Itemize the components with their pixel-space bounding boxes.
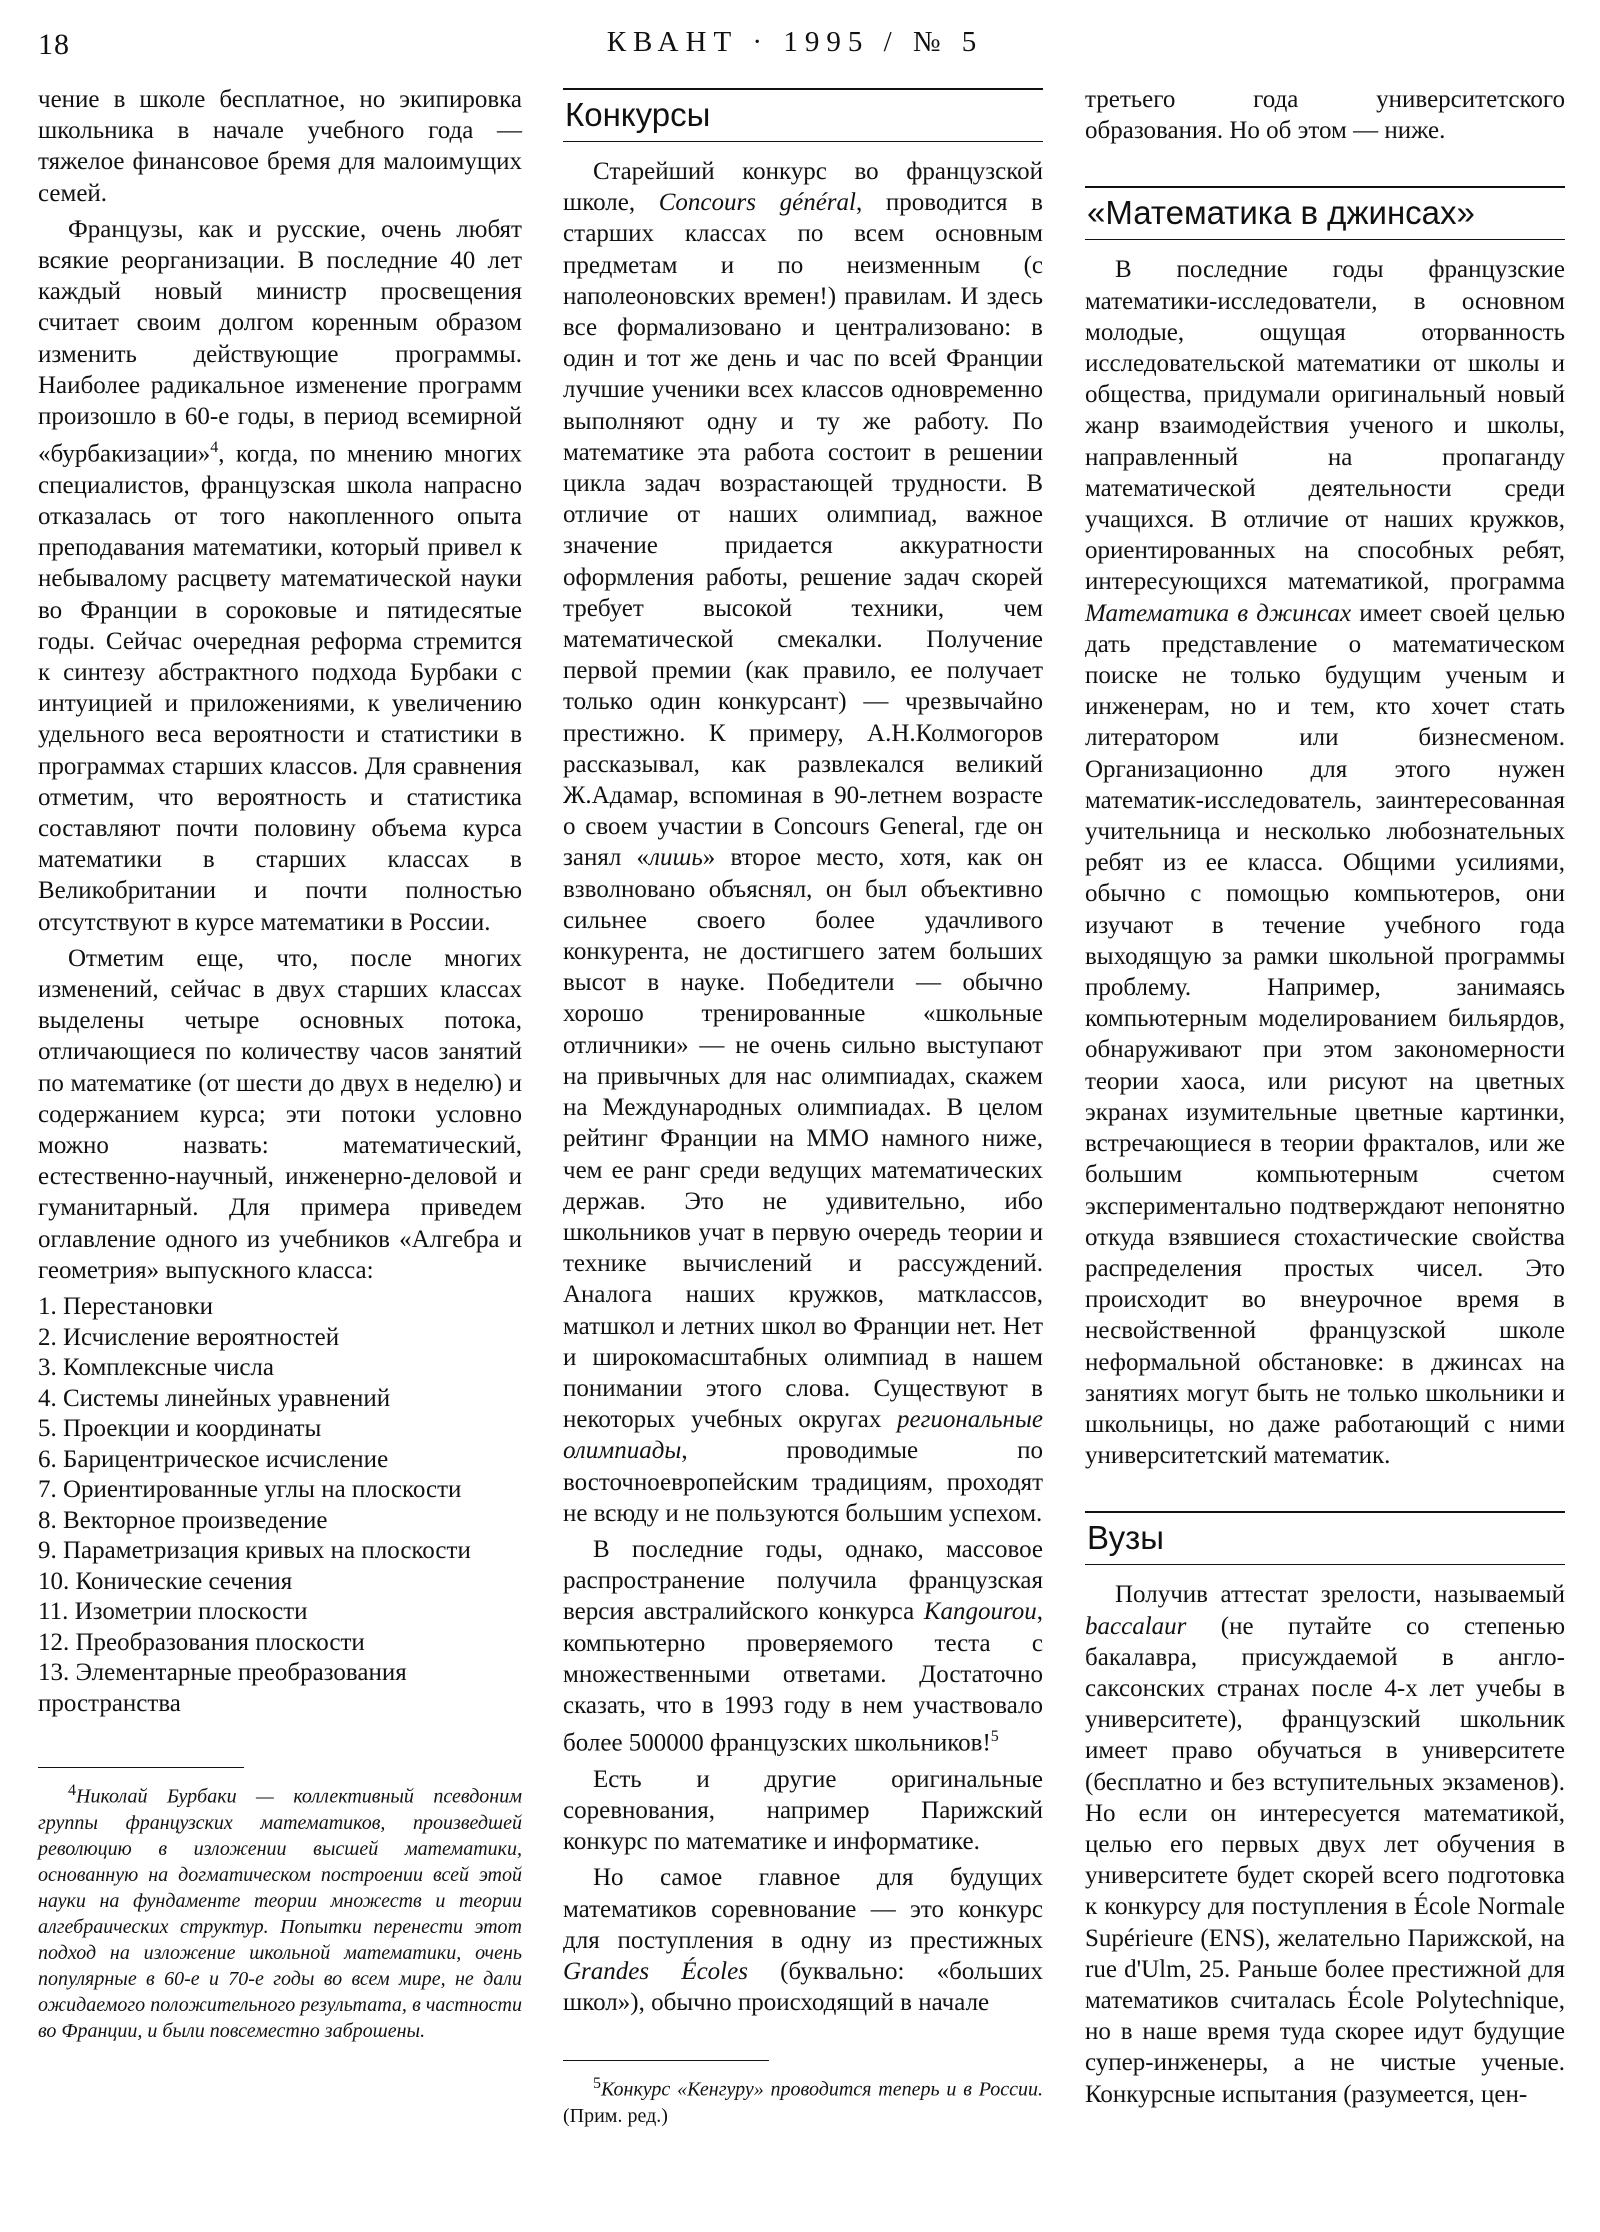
page-number: 18 xyxy=(38,28,70,61)
paragraph: Есть и другие оригинальные соревнования, например Парижский конкурс по математике и информатике. xyxy=(563,1765,1043,1856)
paragraph xyxy=(563,1534,1043,1759)
section-heading-contests: Конкурсы xyxy=(563,88,1043,142)
paragraph: чение в школе бесплатное, но экипировка школьника в начале учебного года — тяжелое финансовое бремя для малоимущих семей. xyxy=(38,86,522,207)
contents-item: 4. Системы линейных уравнений xyxy=(38,1384,391,1412)
paragraph xyxy=(1085,1579,1565,2109)
footnote-ref[interactable]: 4 xyxy=(210,439,219,457)
contents-item: 12. Преобразования плоскости xyxy=(38,1628,365,1656)
contents-item: 9. Параметризация кривых на плоскости xyxy=(38,1537,471,1565)
text-run: (буквально: «больших школ»), обычно происходящий в начале xyxy=(563,1957,1043,2017)
footnote-divider xyxy=(563,2060,769,2061)
contents-item: 3. Комплексные числа xyxy=(38,1354,274,1382)
paragraph: Отметим еще, что, после многих изменений, сейчас в двух старших классах выделены четыре основных потока, отличающиеся по количеству часов занятий по математике (от шести до двух в неделю) и содержанием курса; эти потоки условно можно назвать: математический, естественно-научный, инженерно-деловой и гуманитарный. Для примера приведем оглавление одного из учебников «Алгебра и геометрия» выпускного класса: xyxy=(38,944,522,1284)
footnote xyxy=(563,2071,1043,2129)
emphasis: Concours général xyxy=(658,189,856,217)
footnote-mark: 5 xyxy=(593,2075,601,2093)
footnote-ref[interactable]: 5 xyxy=(990,1728,999,1746)
contents-item: 1. Перестановки xyxy=(38,1293,213,1321)
footnote-divider xyxy=(38,1767,244,1768)
text-run: Но самое главное для будущих математиков соревнование — это конкурс для поступления в одну из престижных xyxy=(563,1864,1043,1954)
paragraph: третьего года университетского образования. Но об этом — ниже. xyxy=(1085,86,1565,145)
text-run: В последние годы, однако, массовое распространение получила французская версия австралийского конкурса xyxy=(563,1535,1043,1626)
emphasis: региональные олимпиады xyxy=(563,1406,1043,1465)
text-run: , проводимые по восточноевропейским традициям, проходят не всюду и не пользуются большим успехом. xyxy=(563,1437,1043,1527)
contents-item: 10. Конические сечения xyxy=(38,1567,293,1595)
column-left xyxy=(38,84,522,2044)
paragraph xyxy=(563,156,1043,1529)
column-right xyxy=(1085,84,1565,2110)
paragraph xyxy=(1085,254,1565,1471)
contents-item: 11. Изометрии плоскости xyxy=(38,1598,308,1626)
emphasis: baccalaur xyxy=(1085,1612,1187,1640)
column-middle xyxy=(563,88,1043,2129)
text-run: » второе место, хотя, как он взволновано объяснял, он был объективно сильнее своего более удачливого конкурента, не достигшего затем больших высот в науке. Победители — обычно хорошо тренированные «школьные отличники» — не очень сильно выступают на привычных для нас олимпиадах, скажем на Международных олимпиадах. В целом рейтинг Франции на ММО намного ниже, чем ее ранг среди ведущих математических держав. Это не удивительно, ибо школьников учат в первую очередь теории и технике вычислений и рассуждений. Аналога наших кружков, матклассов, матшкол и летних школ во Франции нет. Нет и широкомасштабных олимпиад в нашем понимании этого слова. Существуют в некоторых учебных округах xyxy=(563,844,1043,1434)
footnote xyxy=(38,1778,522,2044)
text-run: (не путайте со степенью бакалавра, присуждаемой в англо-саксонских странах после 4-х лет учебы в университете), французский школьник имеет право обучаться в университете (бесплатно и без вступительных экзаменов). Но если он интересуется математикой, целью его первых двух лет обучения в университете будет скорей всего подготовка к конкурсу для поступления в École Normale Supérieure (ENS), желательно Парижской, на rue d'Ulm, 25. Раньше более престижной для математиков считалась École Polytechnique, но в наше время туда скорее идут будущие супер-инженеры, а не чистые ученые. Конкурсные испытания (разумеется, цен- xyxy=(1085,1612,1565,2108)
footnote-mark: 4 xyxy=(68,1782,76,1800)
text-run: Французы, как и русские, очень любят всякие реорганизации. В последние 40 лет каждый новый министр просвещения считает своим долгом коренным образом изменить действующие программы. Наиболее радикальное изменение программ произошло в 60-е годы, в период всемирной «бурбакизации» xyxy=(38,215,522,468)
text-run: , проводится в старших классах по всем основным предметам и по неизменным (с наполеоновских времен!) правилам. И здесь все формализовано и централизовано: в один и тот же день и час по всей Франции лучшие ученики всех классов одновременно выполняют одну и ту же работу. По математике эта работа состоит в решении цикла задач возрастающей трудности. В отличие от наших олимпиад, важное значение придается аккуратности оформления работы, решение задач скорей требует высокой техники, чем математической смекалки. Получение первой премии (как правило, ее получает только один конкурсант) — чрезвычайно престижно. К примеру, А.Н.Колмогоров рассказывал, как развлекался великий Ж.Адамар, вспоминая в 90-летнем возрасте о своем участии в Concours General, где он занял « xyxy=(563,189,1043,872)
emphasis: Kangourou xyxy=(923,1598,1037,1626)
contents-item: 13. Элементарные преобразования пространства xyxy=(38,1659,407,1717)
running-head: КВАНТ · 1995 / № 5 xyxy=(606,26,984,58)
textbook-contents-list xyxy=(38,1292,522,1719)
contents-item: 7. Ориентированные углы на плоскости xyxy=(38,1476,462,1504)
text-run: Получив аттестат зрелости, называемый xyxy=(1115,1581,1565,1609)
footnote-text: Николай Бурбаки — коллективный псевдоним группы французских математиков, произведшей революцию в изложении высшей математики, основанную на догматическом построении всей этой науки на фундаменте теории множеств и теории алгебраических структур. Попытки перенести этот подход на изложение школьной математики, очень популярные в 60-е и 70-е годы во всем мире, не дали ожидаемого положительного результата, в частности во Франции, и были повсеместно заброшены. xyxy=(38,1785,522,2042)
text-run: , когда, по мнению многих специалистов, французская школа напрасно отказалась от того накопленного опыта преподавания математики, который привел к небывалому расцвету математической науки во Франции в сороковые и пятидесятые годы. Сейчас очередная реформа стремится к синтезу абстрактного подхода Бурбаки с интуицией и приложениями, к увеличению удельного веса вероятности и статистики в программах старших классов. Для сравнения отметим, что вероятность и статистика составляют почти половину объема курса математики в старших классах в Великобритании и почти полностью отсутствуют в курсе математики в России. xyxy=(38,440,522,936)
emphasis: Grandes Écoles xyxy=(563,1957,748,1985)
text-run: Старейший конкурс во французской школе, xyxy=(563,158,1043,217)
contents-item: 2. Исчисление вероятностей xyxy=(38,1323,340,1351)
emphasis: лишь xyxy=(649,844,703,872)
footnote-text: Конкурс «Кенгуру» проводится теперь и в России. xyxy=(601,2078,1043,2101)
contents-item: 5. Проекции и координаты xyxy=(38,1415,322,1443)
section-heading-universities: Вузы xyxy=(1085,1511,1565,1565)
text-run: имеет своей целью дать представление о математическом поиске не только будущим ученым и инженерам, но и тем, кто хочет стать литератором или бизнесменом. Организационно для этого нужен математик-исследователь, заинтересованная учительница и несколько любознательных ребят из ее класса. Общими усилиями, обычно с помощью компьютеров, они изучают в течение учебного года выходящую за рамки школьной программы проблему. Например, занимаясь компьютерным моделированием бильярдов, обнаруживают при этом закономерности теории хаоса, или рисуют на цветных экранах изумительные цветные картинки, встречающиеся в теории фракталов, или же большим компьютерным счетом экспериментально подтверждают непонятно откуда взявшиеся стохастические свойства распределения простых чисел. Это происходит во внеурочное время в несвойственной французской школе неформальной обстановке: в джинсах на занятиях могут быть не только школьники и школьницы, но даже работающий с ними университетский математик. xyxy=(1085,599,1565,1470)
paragraph xyxy=(38,214,522,938)
contents-item: 8. Векторное произведение xyxy=(38,1506,328,1534)
text-run: В последние годы французские математики-исследователи, в основном молодые, ощущая оторванность исследовательской математики от школы и общества, придумали оригинальный новый жанр взаимодействия ученого и школы, направленный на пропаганду математической деятельности среди учащихся. В отличие от наших кружков, ориентированных на способных ребят, интересующихся математикой, программа xyxy=(1085,256,1565,596)
paragraph xyxy=(563,1862,1043,2018)
text-run: , компьютерно проверяемого теста с множественными ответами. Достаточно сказать, что в 1993 году в нем участвовало более 500000 французских школьников! xyxy=(563,1598,1043,1757)
section-heading-math-in-jeans: «Математика в джинсах» xyxy=(1085,186,1565,240)
editor-note: (Прим. ред.) xyxy=(563,2104,668,2127)
contents-item: 6. Барицентрическое исчисление xyxy=(38,1445,389,1473)
emphasis: Математика в джинсах xyxy=(1085,599,1352,627)
